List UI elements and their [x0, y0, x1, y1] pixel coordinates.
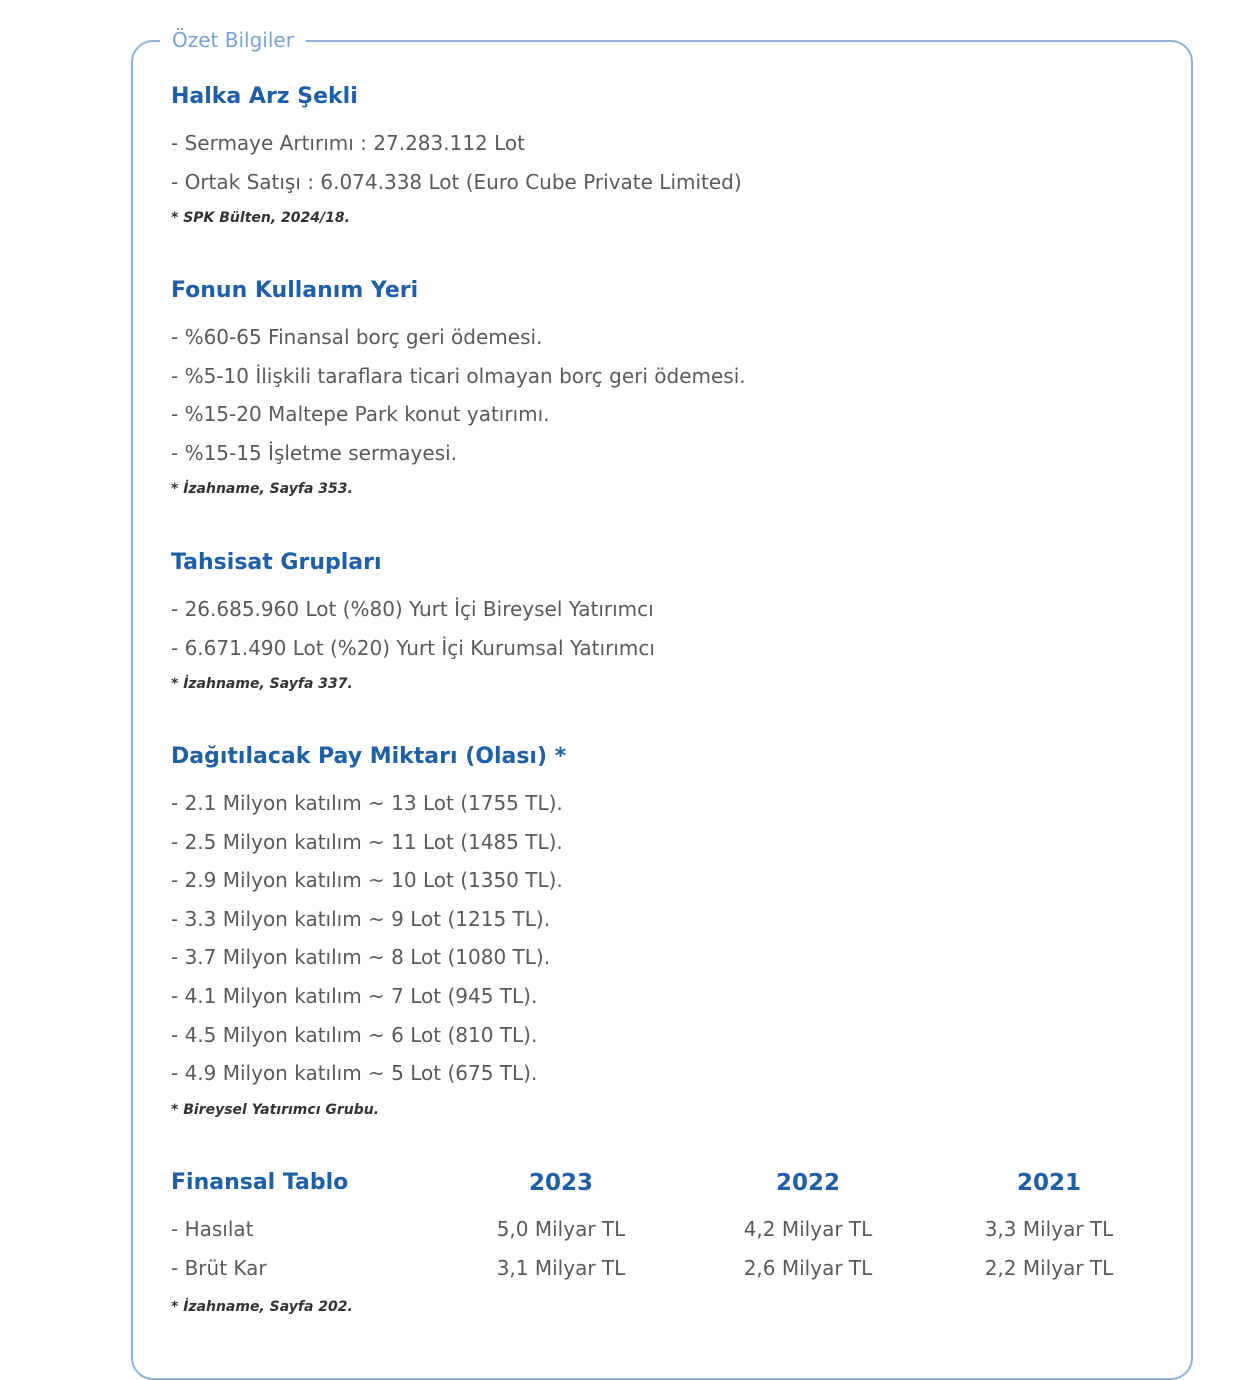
list-item: - %5-10 İlişkili taraflara ticari olmayan borç geri ödemesi. [171, 363, 746, 388]
section-fund-usage [171, 274, 746, 504]
row-label: - Brüt Kar [171, 1256, 267, 1280]
source-note: * SPK Bülten, 2024/18. [171, 210, 350, 227]
source-note: * İzahname, Sayfa 202. [171, 1299, 353, 1315]
list-item: - %15-20 Maltepe Park konut yatırımı. [171, 402, 550, 427]
year-header: 2022 [775, 1170, 840, 1196]
financial-grid [171, 1166, 1151, 1336]
source-note: * Bireysel Yatırımcı Grubu. [171, 1101, 380, 1118]
item-list [171, 124, 742, 201]
list-item: - 6.671.490 Lot (%20) Yurt İçi Kurumsal Yatırımcı [171, 635, 655, 660]
section-share-distribution [171, 740, 566, 1125]
row-value: 2,2 Milyar TL [984, 1256, 1114, 1280]
list-item: - Ortak Satışı : 6.074.338 Lot (Euro Cube Private Limited) [171, 169, 742, 194]
row-value: 4,2 Milyar TL [743, 1217, 873, 1241]
section-financial-table [171, 1166, 1151, 1336]
source-note: * İzahname, Sayfa 353. [171, 481, 353, 498]
row-value: 2,6 Milyar TL [743, 1256, 873, 1280]
list-item: - %60-65 Finansal borç geri ödemesi. [171, 325, 543, 349]
section-allocation-groups [171, 546, 655, 699]
frame-legend: Özet Bilgiler [160, 26, 306, 54]
row-value: 5,0 Milyar TL [496, 1217, 626, 1241]
financial-row-revenue [171, 1210, 1151, 1248]
list-item: - 4.9 Milyon katılım ~ 5 Lot (675 TL). [171, 1061, 538, 1086]
section-title: Tahsisat Grupları [171, 550, 382, 575]
row-value: 3,3 Milyar TL [984, 1217, 1114, 1241]
year-header: 2021 [1016, 1170, 1081, 1196]
section-title: Fonun Kullanım Yeri [171, 278, 419, 303]
item-list [171, 318, 746, 472]
financial-row-gross-profit [171, 1249, 1151, 1287]
section-title: Dağıtılacak Pay Miktarı (Olası) * [171, 744, 567, 769]
list-item: - 3.3 Milyon katılım ~ 9 Lot (1215 TL). [171, 906, 551, 931]
row-value: 3,1 Milyar TL [496, 1256, 626, 1280]
list-item: - %15-15 İşletme sermayesi. [171, 440, 458, 465]
list-item: - 2.1 Milyon katılım ~ 13 Lot (1755 TL). [171, 791, 563, 815]
item-list [171, 590, 655, 667]
year-header: 2023 [528, 1170, 593, 1196]
list-item: - 4.1 Milyon katılım ~ 7 Lot (945 TL). [171, 983, 538, 1008]
list-item: - 4.5 Milyon katılım ~ 6 Lot (810 TL). [171, 1022, 538, 1047]
section-title: Finansal Tablo [171, 1170, 349, 1195]
list-item: - 2.5 Milyon katılım ~ 11 Lot (1485 TL). [171, 829, 563, 854]
list-item: - Sermaye Artırımı : 27.283.112 Lot [171, 131, 525, 155]
section-title: Halka Arz Şekli [171, 84, 358, 109]
section-offering-type [171, 80, 742, 233]
list-item: - 3.7 Milyon katılım ~ 8 Lot (1080 TL). [171, 945, 551, 970]
item-list [171, 784, 566, 1093]
list-item: - 2.9 Milyon katılım ~ 10 Lot (1350 TL). [171, 868, 563, 893]
row-label: - Hasılat [171, 1217, 254, 1241]
source-note: * İzahname, Sayfa 337. [171, 676, 353, 693]
list-item: - 26.685.960 Lot (%80) Yurt İçi Bireysel Yatırımcı [171, 597, 654, 621]
